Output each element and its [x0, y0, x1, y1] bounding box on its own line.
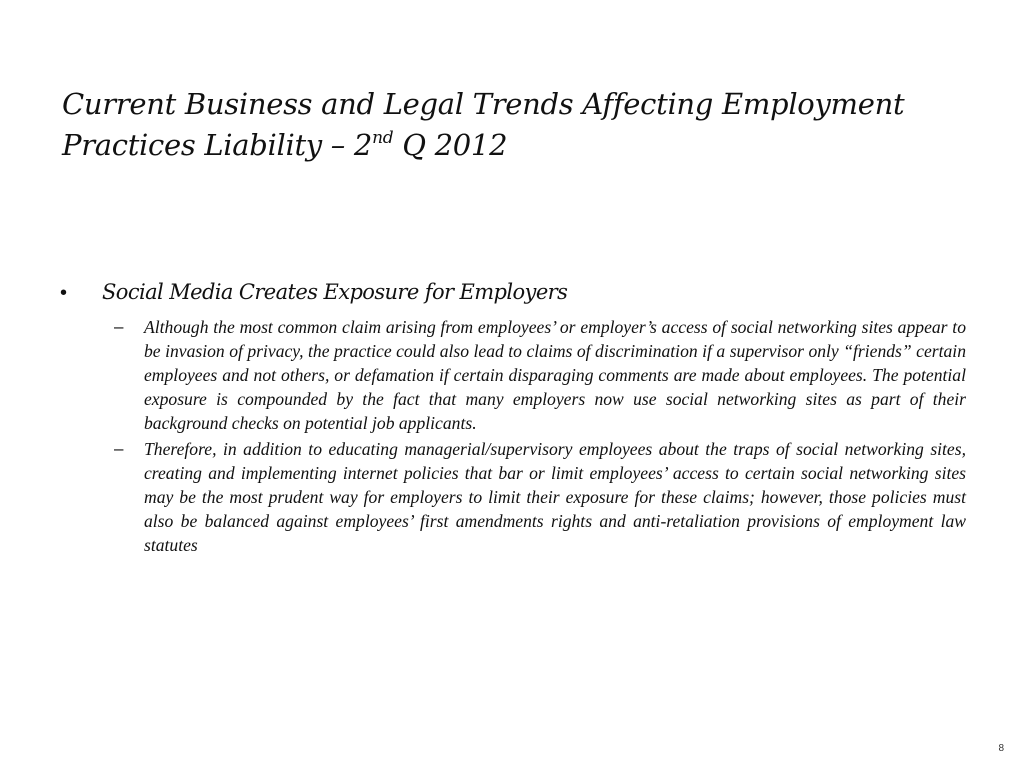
- sub-bullet-item: [114, 437, 966, 557]
- slide-title-line-2-start: Practices Liability – 2: [62, 128, 373, 162]
- bullet-marker: •: [60, 282, 68, 304]
- sub-bullet-marker: –: [114, 439, 124, 458]
- sub-bullet-list: [58, 315, 966, 557]
- bullet-item: [58, 280, 966, 305]
- slide-content: [58, 280, 966, 559]
- page-number: 8: [998, 743, 1004, 754]
- bullet-heading: Social Media Creates Exposure for Employers: [102, 280, 568, 304]
- slide-title-line-2-end: Q 2012: [393, 128, 508, 162]
- sub-bullet-item: [114, 315, 966, 435]
- slide-title-superscript: nd: [372, 128, 394, 148]
- sub-bullet-marker: –: [114, 317, 124, 336]
- sub-bullet-text: Although the most common claim arising from employees’ or employer’s access of social networking sites appear to be invasion of privacy, the practice could also lead to claims of discrimination if a supervisor only “friends” certain employees and not others, or defamation if certain disparaging comments are made about employees. The potential exposure is compounded by the fact that many employers now use social networking sites as part of their background checks on potential job applicants.: [144, 317, 966, 433]
- sub-bullet-text: Therefore, in addition to educating managerial/supervisory employees about the traps of social networking sites, creating and implementing internet policies that bar or limit employees’ access to certain social networking sites may be the most prudent way for employers to limit their exposure for these claims; however, those policies must also be balanced against employees’ first amendments rights and anti-retaliation provisions of employment law statutes: [144, 439, 966, 555]
- slide-title: [62, 84, 982, 166]
- slide-title-line-1: Current Business and Legal Trends Affecting Employment: [62, 87, 905, 121]
